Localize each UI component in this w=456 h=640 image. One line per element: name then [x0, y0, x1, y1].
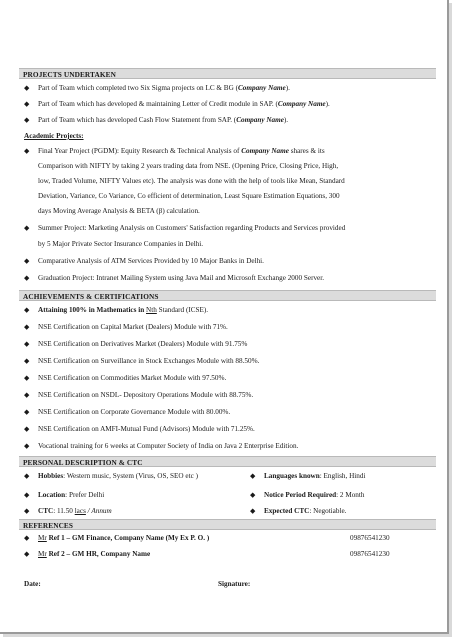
bullet-icon: ◆	[24, 116, 30, 124]
hobbies: Hobbies: Western music, System (Virus, OS, SEO etc )	[38, 472, 198, 480]
bullet-icon: ◆	[24, 507, 30, 515]
bullet-icon: ◆	[24, 472, 30, 480]
bullet-icon: ◆	[250, 491, 256, 499]
notice-period: Notice Period Required: 2 Month	[264, 491, 365, 499]
achievements-heading: ACHIEVEMENTS & CERTIFICATIONS	[19, 290, 436, 301]
bullet-icon: ◆	[24, 84, 30, 92]
academic-project-1-line-3: low, Traded Volume, NIFTY Values etc). The analysis was done with the help of tools like Mean, Standard	[38, 177, 345, 185]
signature-label: Signature:	[218, 580, 251, 588]
bullet-icon: ◆	[250, 507, 256, 515]
ctc: CTC: 11.50 lacs / Annum	[38, 507, 112, 515]
achievement-item-2: NSE Certification on Capital Market (Dealers) Module with 71%.	[38, 323, 228, 331]
bullet-icon: ◆	[24, 257, 30, 265]
bullet-icon: ◆	[24, 100, 30, 108]
academic-project-4: Graduation Project: Intranet Mailing System using Java Mail and Microsoft Exchange 2000 Server.	[38, 274, 325, 282]
achievement-item-4: NSE Certification on Surveillance in Stock Exchanges Module with 88.50%.	[38, 357, 260, 365]
project-item-1: Part of Team which completed two Six Sigma projects on LC & BG (Company Name).	[38, 84, 290, 92]
projects-heading: PROJECTS UNDERTAKEN	[19, 68, 436, 79]
achievement-item-1: Attaining 100% in Mathematics in Nth Standard (ICSE).	[38, 306, 209, 314]
achievement-item-9: Vocational training for 6 weeks at Computer Society of India on Java 2 Enterprise Edition.	[38, 442, 299, 450]
academic-project-2-line-2: by 5 Major Private Sector Insurance Companies in Delhi.	[38, 240, 204, 248]
achievement-item-7: NSE Certification on Corporate Governance Module with 80.00%.	[38, 408, 231, 416]
references-heading: REFERENCES	[19, 519, 436, 530]
bullet-icon: ◆	[24, 374, 30, 382]
reference-2-phone: 09876541230	[350, 550, 390, 558]
project-item-3: Part of Team which has developed Cash Flow Statement from SAP. (Company Name).	[38, 116, 289, 124]
bullet-icon: ◆	[24, 274, 30, 282]
location: Location: Prefer Delhi	[38, 491, 105, 499]
achievement-item-8: NSE Certification on AMFI-Mutual Fund (Advisors) Module with 71.25%.	[38, 425, 255, 433]
bullet-icon: ◆	[24, 425, 30, 433]
academic-project-1-line-5: days Moving Average Analysis & BETA (β) calculation.	[38, 207, 200, 215]
personal-heading: PERSONAL DESCRIPTION & CTC	[19, 456, 436, 467]
academic-project-1-line-4: Deviation, Variance, Co Variance, Co efficient of determination, Least Square Estimation Equations, 300	[38, 192, 340, 200]
achievement-item-6: NSE Certification on NSDL- Depository Operations Module with 88.75%.	[38, 391, 254, 399]
bullet-icon: ◆	[250, 472, 256, 480]
bullet-icon: ◆	[24, 306, 30, 314]
expected-ctc: Expected CTC: Negotiable.	[264, 507, 347, 515]
achievement-item-5: NSE Certification on Commodities Market Module with 97.50%.	[38, 374, 227, 382]
bullet-icon: ◆	[24, 147, 30, 155]
bullet-icon: ◆	[24, 340, 30, 348]
reference-1: Mr Ref 1 – GM Finance, Company Name (My Ex P. O. )	[38, 534, 210, 542]
project-item-2: Part of Team which has developed & maintaining Letter of Credit module in SAP. (Company Name).	[38, 100, 330, 108]
reference-1-phone: 09876541230	[350, 534, 390, 542]
academic-project-1-line-2: Comparison with NIFTY by taking 2 years trading data from NSE. (Opening Price, Closing Price, High,	[38, 162, 339, 170]
achievement-item-3: NSE Certification on Derivatives Market (Dealers) Module with 91.75%	[38, 340, 248, 348]
bullet-icon: ◆	[24, 408, 30, 416]
bullet-icon: ◆	[24, 491, 30, 499]
academic-project-2-line-1: Summer Project: Marketing Analysis on Customers' Satisfaction regarding Products and Services provided	[38, 224, 346, 232]
bullet-icon: ◆	[24, 550, 30, 558]
bullet-icon: ◆	[24, 357, 30, 365]
bullet-icon: ◆	[24, 534, 30, 542]
bullet-icon: ◆	[24, 391, 30, 399]
date-label: Date:	[24, 580, 41, 588]
reference-2: Mr Ref 2 – GM HR, Company Name	[38, 550, 151, 558]
bullet-icon: ◆	[24, 442, 30, 450]
bullet-icon: ◆	[24, 323, 30, 331]
languages-known: Languages known: English, Hindi	[264, 472, 366, 480]
academic-projects-heading: Academic Projects:	[24, 132, 84, 140]
academic-project-1-line-1: Final Year Project (PGDM): Equity Research & Technical Analysis of Company Name shares & its	[38, 147, 325, 155]
bullet-icon: ◆	[24, 224, 30, 232]
academic-project-3: Comparative Analysis of ATM Services Provided by 10 Major Banks in Delhi.	[38, 257, 264, 265]
